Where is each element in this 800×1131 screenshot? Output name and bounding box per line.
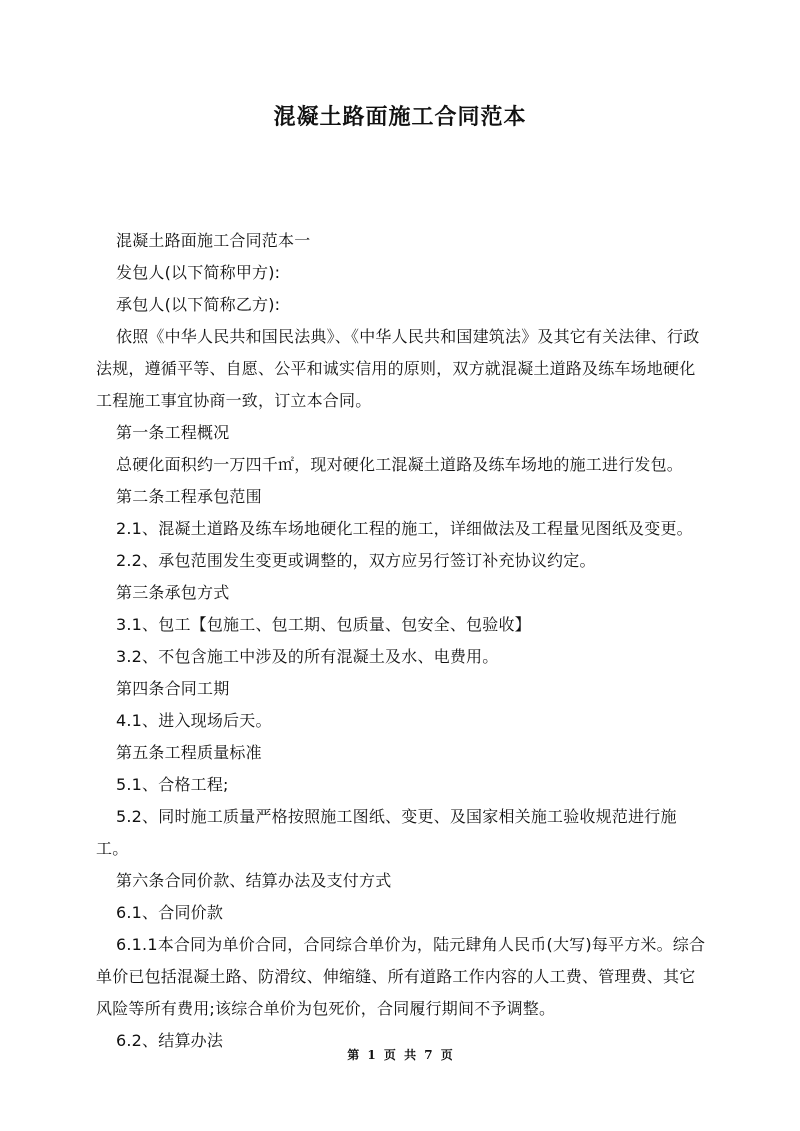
document-title: 混凝土路面施工合同范本 (273, 105, 527, 130)
section-heading: 第五条工程质量标准 (116, 743, 262, 762)
paragraph: 混凝土路面施工合同范本一 (116, 231, 311, 250)
paragraph: 6.1、合同价款 (116, 903, 224, 922)
page-number: 第 1 页 共 7 页 (347, 1048, 453, 1062)
paragraph: 依照《中华人民共和国民法典》、《中华人民共和国建筑法》及其它有关法律、行政法规，遵循平等、自愿、公平和诚实信用的原则，双方就混凝土道路及练车场地硬化工程施工事宜协商一致，订立本合同。 (96, 327, 700, 410)
paragraph: 5.1、合格工程; (116, 775, 229, 794)
paragraph: 发包人(以下简称甲方): (116, 263, 281, 282)
paragraph: 4.1、进入现场后天。 (116, 711, 272, 730)
paragraph: 5.2、同时施工质量严格按照施工图纸、变更、及国家相关施工验收规范进行施工。 (96, 807, 677, 858)
paragraph: 6.2、结算办法 (116, 1031, 224, 1050)
paragraph: 总硬化面积约一万四千㎡，现对硬化工混凝土道路及练车场地的施工进行发包。 (116, 455, 684, 474)
paragraph: 承包人(以下简称乙方): (116, 295, 281, 314)
section-heading: 第三条承包方式 (116, 583, 230, 602)
paragraph: 3.1、包工【包施工、包工期、包质量、包安全、包验收】 (116, 615, 531, 634)
section-heading: 第四条合同工期 (116, 679, 230, 698)
paragraph: 3.2、不包含施工中涉及的所有混凝土及水、电费用。 (116, 647, 499, 666)
section-heading: 第一条工程概况 (116, 423, 230, 442)
paragraph: 2.1、混凝土道路及练车场地硬化工程的施工，详细做法及工程量见图纸及变更。 (116, 519, 693, 538)
document-body (96, 225, 708, 1057)
section-heading: 第二条工程承包范围 (116, 487, 262, 506)
paragraph: 6.1.1本合同为单价合同，合同综合单价为，陆元肆角人民币(大写)每平方米。综合单价已包括混凝土路、防滑纹、伸缩缝、所有道路工作内容的人工费、管理费、其它风险等所有费用;该综合单价为包死价，合同履行期间不予调整。 (96, 935, 706, 1018)
section-heading: 第六条合同价款、结算办法及支付方式 (116, 871, 392, 890)
paragraph: 2.2、承包范围发生变更或调整的，双方应另行签订补充协议约定。 (116, 551, 596, 570)
